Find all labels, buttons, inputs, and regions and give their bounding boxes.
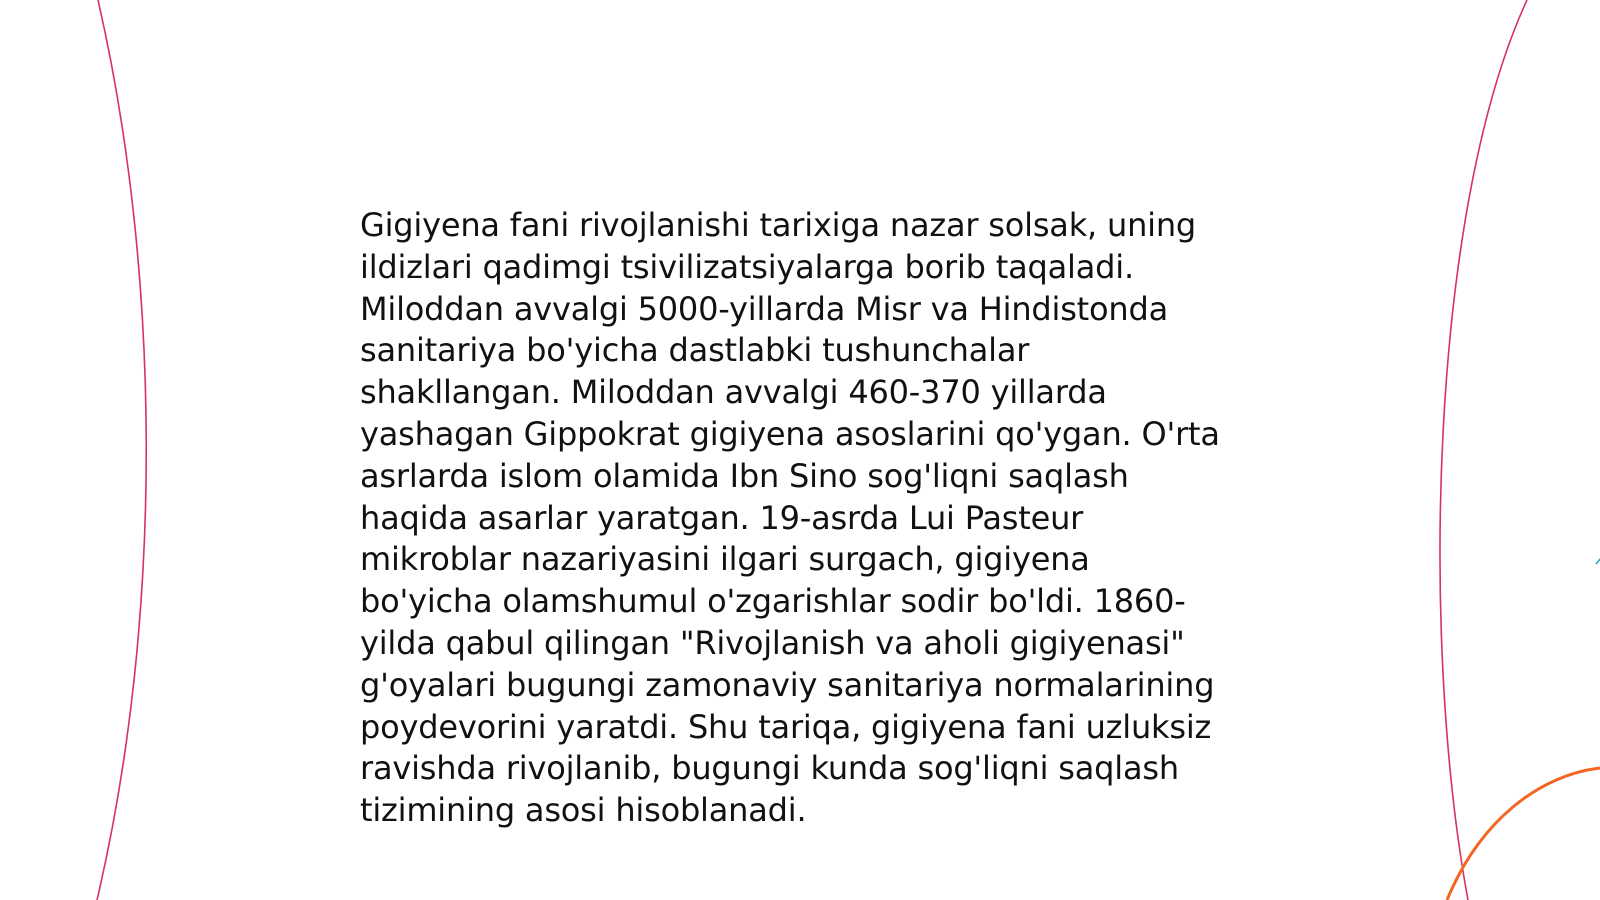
paragraph-line: poydevorini yaratdi. Shu tariqa, gigiyena fani uzluksiz: [360, 707, 1212, 746]
orange-arc-line: [1447, 768, 1600, 900]
paragraph-line: g'oyalari bugungi zamonaviy sanitariya normalarining: [360, 665, 1215, 704]
paragraph-line: sanitariya bo'yicha dastlabki tushunchalar: [360, 331, 1030, 370]
paragraph-line: shakllangan. Miloddan avvalgi 460-370 yillarda: [360, 373, 1107, 412]
main-paragraph: [360, 205, 1260, 832]
left-arc-line: [97, 0, 146, 900]
paragraph-line: ildizlari qadimgi tsivilizatsiyalarga borib taqaladi.: [360, 247, 1134, 286]
paragraph-line: tizimining asosi hisoblanadi.: [360, 791, 807, 830]
teal-accent-mark: [1596, 559, 1600, 564]
paragraph-line: bo'yicha olamshumul o'zgarishlar sodir bo'ldi. 1860-: [360, 582, 1186, 621]
paragraph-line: yashagan Gippokrat gigiyena asoslarini qo'ygan. O'rta: [360, 414, 1220, 453]
right-arc-line: [1440, 0, 1527, 900]
paragraph-line: mikroblar nazariyasini ilgari surgach, gigiyena: [360, 540, 1090, 579]
paragraph-line: Gigiyena fani rivojlanishi tarixiga nazar solsak, uning: [360, 206, 1197, 244]
paragraph-line: ravishda rivojlanib, bugungi kunda sog'liqni saqlash: [360, 749, 1179, 788]
paragraph-line: Miloddan avvalgi 5000-yillarda Misr va Hindistonda: [360, 289, 1169, 328]
paragraph-line: asrlarda islom olamida Ibn Sino sog'liqni saqlash: [360, 456, 1129, 495]
paragraph-line: yilda qabul qilingan "Rivojlanish va aholi gigiyenasi": [360, 623, 1185, 662]
paragraph-line: haqida asarlar yaratgan. 19-asrda Lui Pasteur: [360, 498, 1084, 537]
